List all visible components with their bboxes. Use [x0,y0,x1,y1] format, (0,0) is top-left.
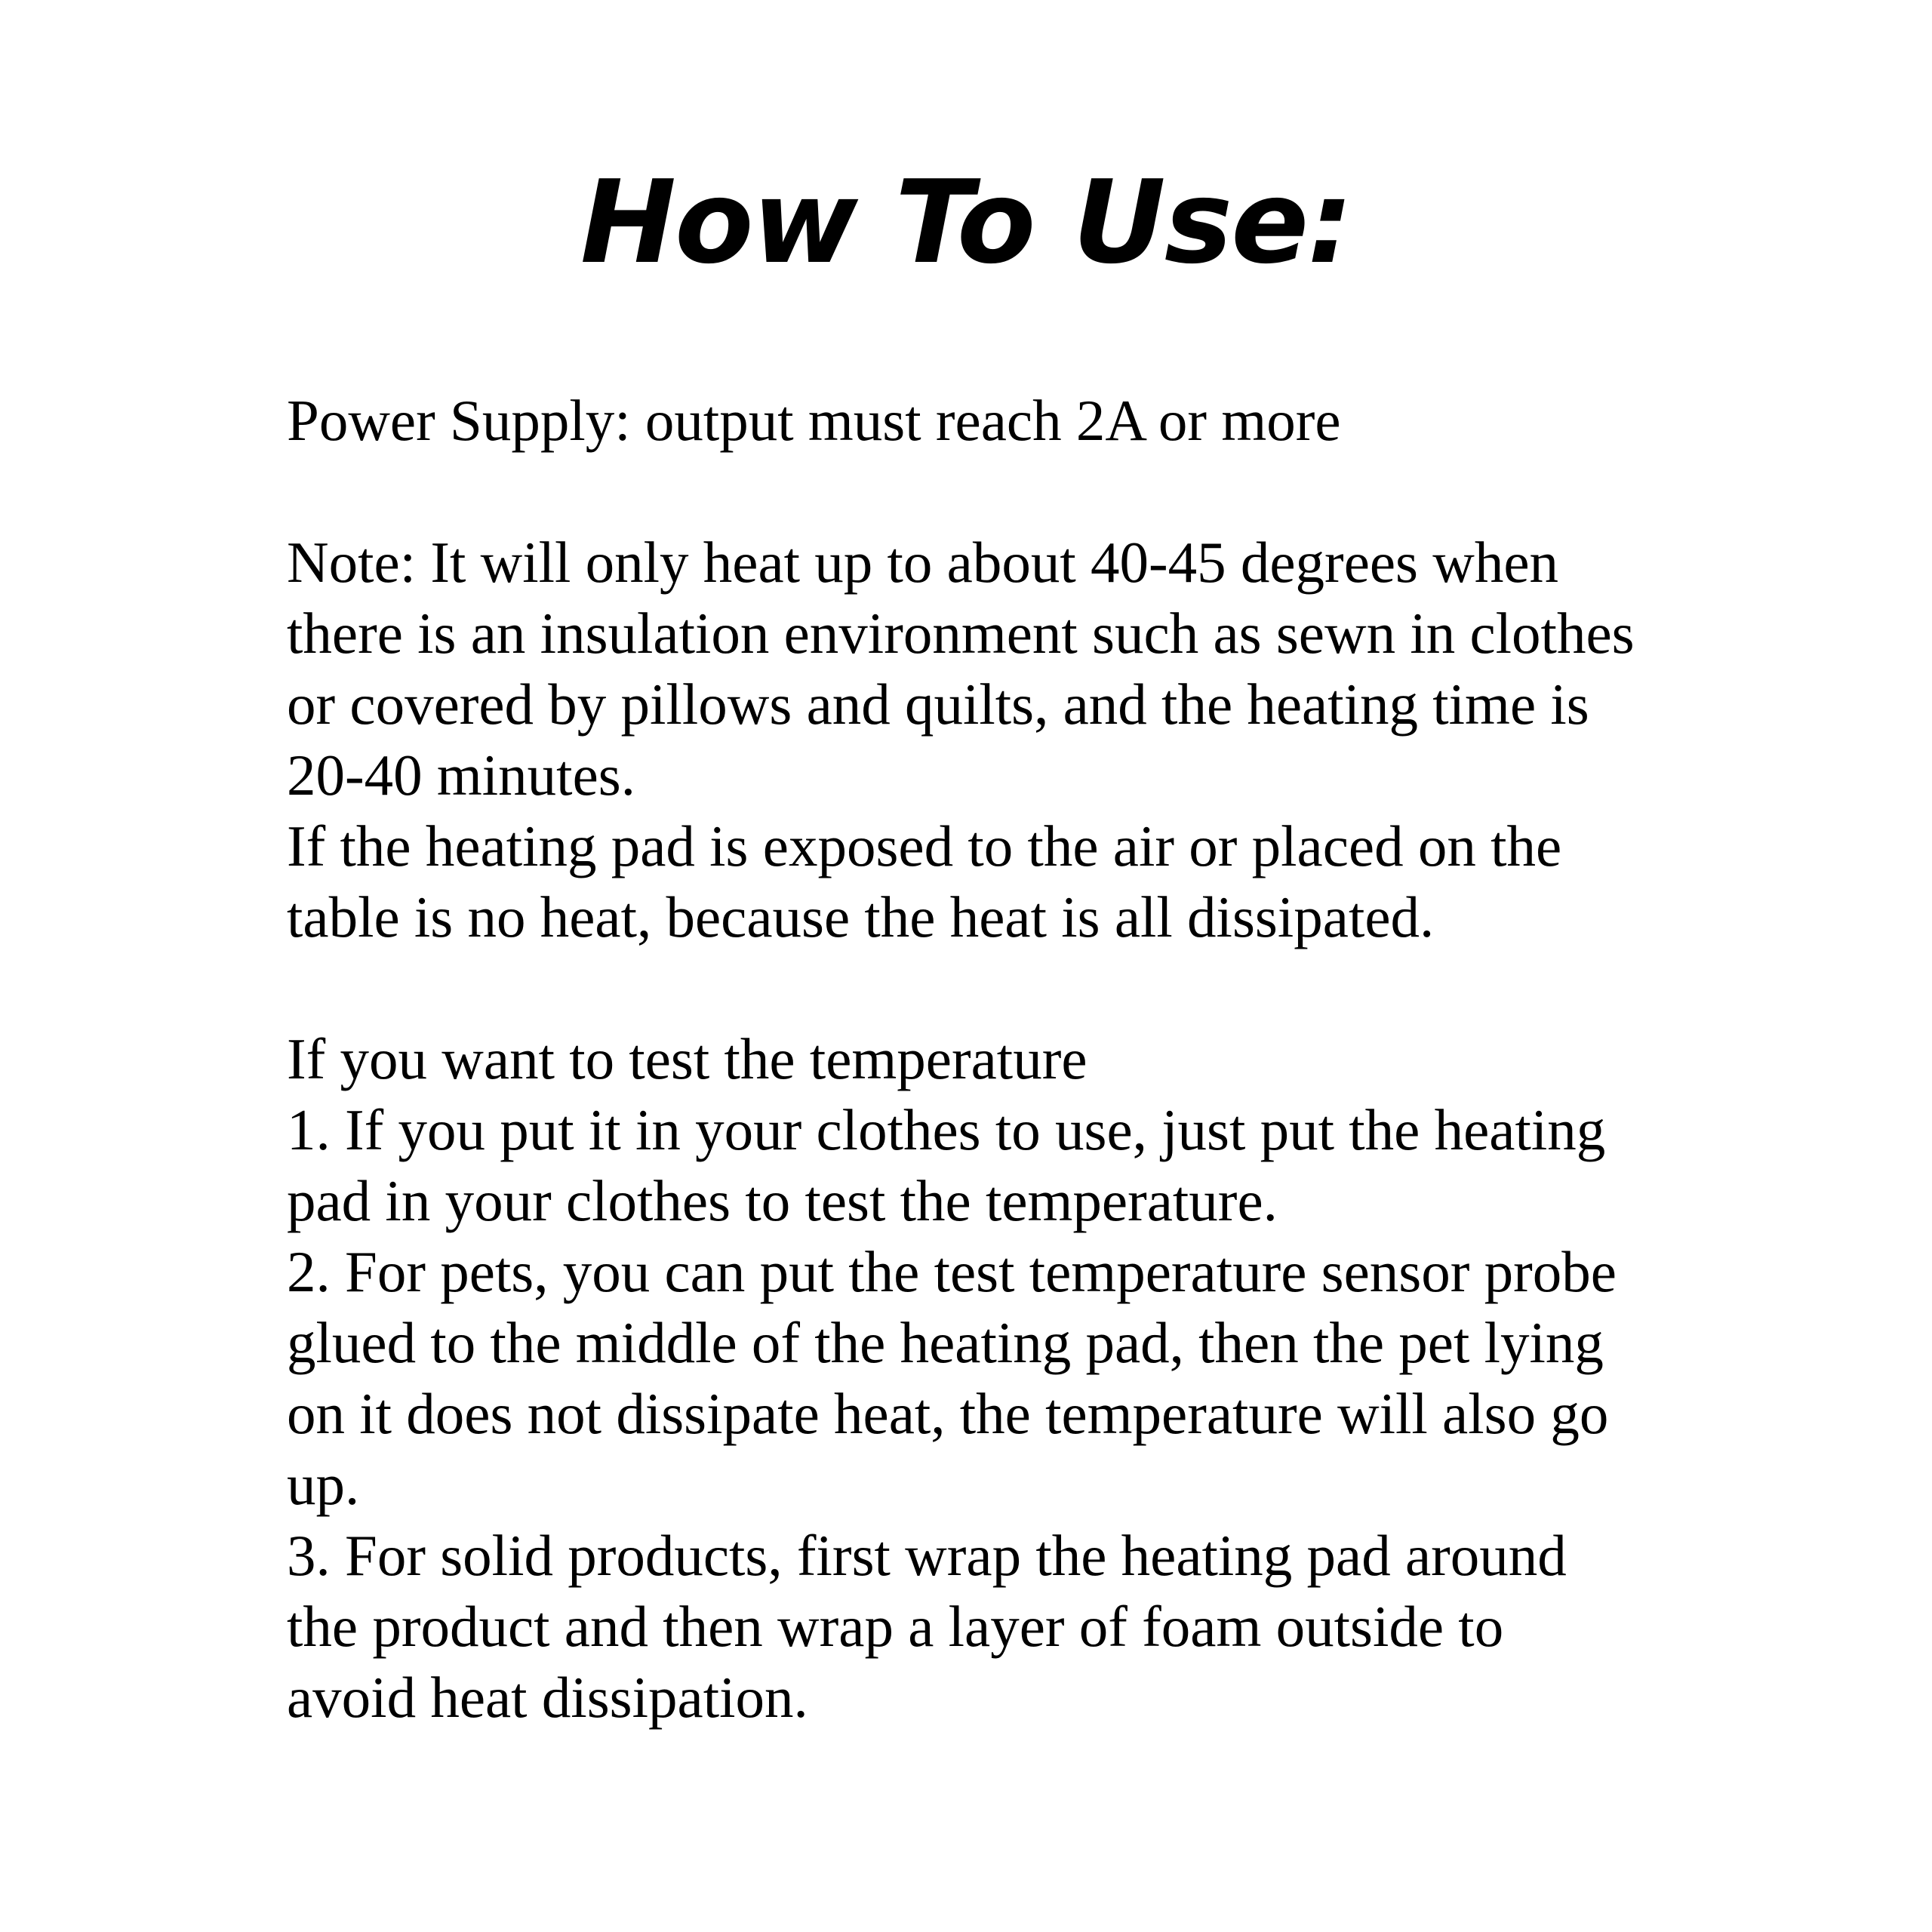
test-step-2: glued to the middle of the heating pad, then the pet lying [287,1310,1604,1375]
note-line: Note: It will only heat up to about 40-45 degrees when [287,530,1559,595]
test-step-3: avoid heat dissipation. [287,1665,808,1730]
note-line: or covered by pillows and quilts, and the heating time is [287,672,1589,737]
test-step-2: up. [287,1452,360,1517]
test-step-2: 2. For pets, you can put the test temperature sensor probe [287,1239,1617,1304]
note-line: table is no heat, because the heat is all dissipated. [287,884,1435,949]
instructions-body [287,385,1872,1733]
test-step-3: the product and then wrap a layer of foam outside to [287,1594,1504,1659]
note-line: there is an insulation environment such as sewn in clothes [287,601,1635,666]
page-title: How To Use: [580,155,1352,289]
power-supply-text: Power Supply: output must reach 2A or more [287,388,1341,453]
test-step-1: pad in your clothes to test the temperature. [287,1168,1278,1233]
test-step-1: 1. If you put it in your clothes to use, just put the heating [287,1097,1606,1162]
test-step-3: 3. For solid products, first wrap the heating pad around [287,1523,1567,1588]
note-line: If the heating pad is exposed to the air or placed on the [287,814,1562,878]
paragraph-gap [287,456,1872,527]
paragraph-gap [287,952,1872,1023]
test-step-2: on it does not dissipate heat, the temperature will also go [287,1381,1609,1446]
note-line: 20-40 minutes. [287,743,635,808]
test-intro: If you want to test the temperature [287,1026,1088,1091]
